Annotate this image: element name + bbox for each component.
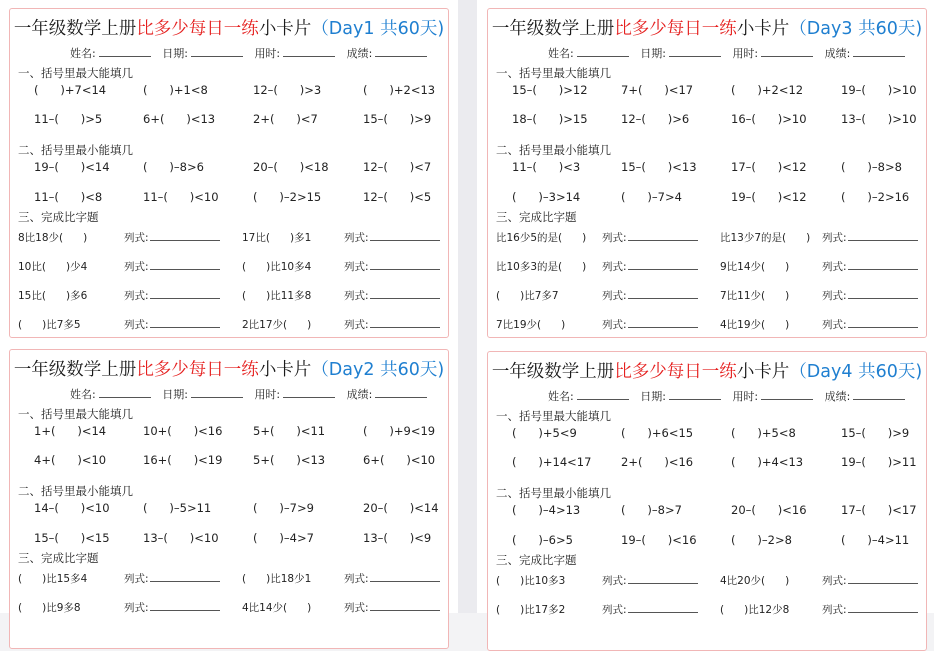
name-label: 姓名:: [70, 388, 96, 401]
date-label: 日期:: [640, 390, 666, 403]
worksheet-card-day2: [9, 349, 449, 649]
inequality-problem[interactable]: 11–( )<10: [143, 190, 219, 204]
section-min-fill-heading: 二、括号里最小能填几: [18, 484, 133, 498]
inequality-problem[interactable]: ( )–4>13: [512, 503, 581, 517]
inequality-problem[interactable]: ( )+7<14: [34, 83, 107, 97]
formula-blank[interactable]: [848, 259, 918, 270]
formula-blank[interactable]: [150, 288, 220, 299]
inequality-problem[interactable]: ( )+5<9: [512, 426, 577, 440]
word-problem-row: [18, 317, 448, 333]
score-label: 成绩:: [824, 390, 851, 403]
formula-blank[interactable]: [150, 600, 220, 611]
inequality-problem[interactable]: 12–( )<7: [363, 160, 432, 174]
inequality-problem[interactable]: ( )+9<19: [363, 424, 436, 438]
formula-blank[interactable]: [370, 317, 440, 328]
time-blank[interactable]: [283, 387, 335, 398]
section-comparison-heading: 三、完成比字题: [18, 551, 99, 565]
section-max-fill-heading: 一、括号里最大能填几: [18, 407, 133, 421]
word-problem[interactable]: ( )比15多4: [18, 573, 88, 585]
name-label: 姓名:: [548, 47, 574, 60]
time-field[interactable]: [254, 45, 335, 61]
inequality-problem[interactable]: ( )+5<8: [731, 426, 796, 440]
inequality-problem[interactable]: ( )–7>9: [253, 501, 314, 515]
inequality-problem[interactable]: ( )–5>11: [143, 501, 212, 515]
formula-blank[interactable]: [370, 288, 440, 299]
formula-label: 列式:: [344, 573, 369, 585]
inequality-problem[interactable]: 15–( )>12: [512, 83, 588, 97]
inequality-problem[interactable]: 18–( )>15: [512, 112, 588, 126]
inequality-problem[interactable]: ( )–3>14: [512, 190, 581, 204]
formula-label: 列式:: [822, 232, 847, 244]
formula-label: 列式:: [822, 604, 847, 616]
name-label: 姓名:: [548, 390, 574, 403]
inequality-problem[interactable]: 7+( )<17: [621, 83, 694, 97]
student-info-row: [548, 45, 913, 61]
time-blank[interactable]: [283, 46, 335, 57]
word-problem-row: [496, 602, 926, 618]
inequality-row: [34, 190, 448, 206]
title-day: （Day1 共60天): [311, 19, 445, 39]
word-problem[interactable]: 7比11少( ): [720, 290, 790, 302]
formula-label: 列式:: [822, 290, 847, 302]
date-blank[interactable]: [191, 46, 243, 57]
inequality-problem[interactable]: ( )–7>4: [621, 190, 682, 204]
formula-blank[interactable]: [848, 317, 918, 328]
worksheet-card-day4: [487, 351, 927, 651]
inequality-problem[interactable]: ( )+2<13: [363, 83, 436, 97]
formula-blank[interactable]: [848, 288, 918, 299]
word-problem[interactable]: ( )比7多7: [496, 290, 559, 302]
formula-blank[interactable]: [628, 288, 698, 299]
inequality-problem[interactable]: 11–( )<3: [512, 160, 581, 174]
formula-field[interactable]: [124, 259, 220, 274]
word-problem[interactable]: 7比19少( ): [496, 319, 566, 331]
word-problem[interactable]: ( )比12少8: [720, 604, 790, 616]
inequality-problem[interactable]: 15–( )<15: [34, 531, 110, 545]
formula-label: 列式:: [822, 261, 847, 273]
inequality-row: [512, 455, 926, 471]
score-blank[interactable]: [375, 387, 427, 398]
name-field[interactable]: [70, 386, 151, 402]
time-field[interactable]: [254, 386, 335, 402]
inequality-problem[interactable]: 20–( )<14: [363, 501, 439, 515]
score-field[interactable]: [825, 388, 906, 404]
inequality-problem[interactable]: 2+( )<7: [253, 112, 318, 126]
word-problem[interactable]: 比10多3的是( ): [496, 261, 587, 273]
inequality-problem[interactable]: ( )–4>11: [841, 533, 910, 547]
formula-label: 列式:: [822, 319, 847, 331]
time-label: 用时:: [732, 390, 759, 403]
inequality-problem[interactable]: 19–( )<12: [731, 190, 807, 204]
formula-blank[interactable]: [628, 317, 698, 328]
date-blank[interactable]: [191, 387, 243, 398]
inequality-problem[interactable]: 16+( )<19: [143, 453, 223, 467]
section-min-fill-heading: 二、括号里最小能填几: [18, 143, 133, 157]
word-problem[interactable]: 17比( )多1: [242, 232, 312, 244]
formula-label: 列式:: [602, 232, 627, 244]
inequality-problem[interactable]: 13–( )>10: [841, 112, 917, 126]
inequality-row: [512, 112, 926, 128]
date-field[interactable]: [162, 45, 243, 61]
score-blank[interactable]: [375, 46, 427, 57]
formula-field[interactable]: [344, 288, 440, 303]
inequality-problem[interactable]: 17–( )<12: [731, 160, 807, 174]
title-grade: 一年级数学上册: [491, 19, 615, 39]
inequality-problem[interactable]: 13–( )<9: [363, 531, 432, 545]
word-problem[interactable]: 2比17少( ): [242, 319, 312, 331]
inequality-problem[interactable]: 15–( )<13: [621, 160, 697, 174]
title-day: （Day2 共60天): [311, 360, 445, 380]
inequality-row: [512, 503, 926, 519]
formula-label: 列式:: [602, 604, 627, 616]
formula-label: 列式:: [344, 232, 369, 244]
card-title: [10, 356, 448, 381]
formula-label: 列式:: [124, 573, 149, 585]
word-problem[interactable]: ( )比11多8: [242, 290, 312, 302]
word-problem[interactable]: 比16少5的是( ): [496, 232, 587, 244]
word-problem[interactable]: 比13少7的是( ): [720, 232, 811, 244]
score-field[interactable]: [825, 45, 906, 61]
inequality-problem[interactable]: 12–( )<5: [363, 190, 432, 204]
word-problem[interactable]: ( )比9多8: [18, 602, 81, 614]
inequality-problem[interactable]: 15–( )>9: [841, 426, 910, 440]
inequality-problem[interactable]: 16–( )>10: [731, 112, 807, 126]
formula-field[interactable]: [124, 571, 220, 586]
inequality-row: [512, 190, 926, 206]
section-comparison-heading: 三、完成比字题: [496, 553, 577, 567]
score-field[interactable]: [347, 45, 428, 61]
section-max-fill-heading: 一、括号里最大能填几: [18, 66, 133, 80]
formula-label: 列式:: [344, 290, 369, 302]
inequality-problem[interactable]: 14–( )<10: [34, 501, 110, 515]
formula-label: 列式:: [124, 261, 149, 273]
student-info-row: [548, 388, 913, 404]
name-blank[interactable]: [577, 389, 629, 400]
formula-label: 列式:: [124, 290, 149, 302]
title-topic: 比多少每日一练: [614, 362, 737, 382]
title-day: （Day3 共60天): [789, 19, 923, 39]
formula-blank[interactable]: [628, 602, 698, 613]
formula-field[interactable]: [822, 573, 918, 588]
inequality-problem[interactable]: 6+( )<13: [143, 112, 216, 126]
word-problem-row: [18, 571, 448, 587]
word-problem[interactable]: 8比18少( ): [18, 232, 88, 244]
inequality-row: [34, 112, 448, 128]
formula-field[interactable]: [344, 259, 440, 274]
formula-field[interactable]: [124, 230, 220, 245]
title-card: 小卡片: [736, 19, 790, 39]
inequality-problem[interactable]: ( )+14<17: [512, 455, 592, 469]
score-label: 成绩:: [824, 47, 851, 60]
score-field[interactable]: [347, 386, 428, 402]
inequality-problem[interactable]: 5+( )<13: [253, 453, 326, 467]
formula-field[interactable]: [602, 288, 698, 303]
card-title: [488, 358, 926, 383]
name-field[interactable]: [70, 45, 151, 61]
name-blank[interactable]: [99, 46, 151, 57]
inequality-row: [512, 83, 926, 99]
inequality-problem[interactable]: 17–( )<17: [841, 503, 917, 517]
word-problem[interactable]: 4比19少( ): [720, 319, 790, 331]
inequality-problem[interactable]: 19–( )>11: [841, 455, 917, 469]
inequality-problem[interactable]: ( )–2>16: [841, 190, 910, 204]
inequality-problem[interactable]: 11–( )>5: [34, 112, 103, 126]
score-label: 成绩:: [346, 47, 373, 60]
name-blank[interactable]: [99, 387, 151, 398]
inequality-row: [34, 83, 448, 99]
date-label: 日期:: [162, 388, 188, 401]
inequality-problem[interactable]: ( )+4<13: [731, 455, 804, 469]
inequality-problem[interactable]: 15–( )>9: [363, 112, 432, 126]
title-topic: 比多少每日一练: [614, 19, 737, 39]
name-field[interactable]: [548, 388, 629, 404]
date-label: 日期:: [162, 47, 188, 60]
formula-blank[interactable]: [150, 230, 220, 241]
inequality-row: [512, 426, 926, 442]
inequality-problem[interactable]: 12–( )>6: [621, 112, 690, 126]
section-max-fill-heading: 一、括号里最大能填几: [496, 66, 611, 80]
title-card: 小卡片: [258, 360, 312, 380]
card-title: [10, 15, 448, 40]
inequality-problem[interactable]: 10+( )<16: [143, 424, 223, 438]
title-day: （Day4 共60天): [789, 362, 923, 382]
title-grade: 一年级数学上册: [13, 19, 137, 39]
inequality-problem[interactable]: ( )–2>8: [731, 533, 792, 547]
inequality-problem[interactable]: 4+( )<10: [34, 453, 107, 467]
date-field[interactable]: [162, 386, 243, 402]
card-title: [488, 15, 926, 40]
score-label: 成绩:: [346, 388, 373, 401]
formula-label: 列式:: [602, 319, 627, 331]
word-problem-row: [496, 573, 926, 589]
inequality-problem[interactable]: 11–( )<8: [34, 190, 103, 204]
inequality-problem[interactable]: ( )–8>8: [841, 160, 902, 174]
formula-field[interactable]: [602, 230, 698, 245]
word-problem[interactable]: 15比( )多6: [18, 290, 88, 302]
inequality-problem[interactable]: 6+( )<10: [363, 453, 436, 467]
inequality-row: [34, 160, 448, 176]
inequality-problem[interactable]: ( )–8>6: [143, 160, 204, 174]
word-problem[interactable]: ( )比7多5: [18, 319, 81, 331]
word-problem[interactable]: 10比( )少4: [18, 261, 88, 273]
formula-field[interactable]: [822, 288, 918, 303]
word-problem-row: [18, 600, 448, 616]
time-field[interactable]: [732, 45, 813, 61]
title-topic: 比多少每日一练: [136, 19, 259, 39]
inequality-problem[interactable]: 5+( )<11: [253, 424, 326, 438]
date-blank[interactable]: [669, 389, 721, 400]
inequality-problem[interactable]: 19–( )>10: [841, 83, 917, 97]
inequality-problem[interactable]: 12–( )>3: [253, 83, 322, 97]
formula-field[interactable]: [344, 317, 440, 332]
date-label: 日期:: [640, 47, 666, 60]
time-label: 用时:: [254, 47, 281, 60]
formula-field[interactable]: [602, 259, 698, 274]
formula-field[interactable]: [822, 230, 918, 245]
worksheet-card-day3: [487, 8, 927, 338]
formula-blank[interactable]: [628, 573, 698, 584]
formula-field[interactable]: [602, 317, 698, 332]
formula-field[interactable]: [602, 573, 698, 588]
student-info-row: [70, 45, 435, 61]
name-blank[interactable]: [577, 46, 629, 57]
title-card: 小卡片: [258, 19, 312, 39]
inequality-problem[interactable]: 1+( )<14: [34, 424, 107, 438]
inequality-row: [34, 501, 448, 517]
formula-blank[interactable]: [628, 259, 698, 270]
section-max-fill-heading: 一、括号里最大能填几: [496, 409, 611, 423]
formula-field[interactable]: [124, 288, 220, 303]
formula-label: 列式:: [602, 290, 627, 302]
inequality-row: [34, 424, 448, 440]
inequality-problem[interactable]: ( )+2<12: [731, 83, 804, 97]
section-comparison-heading: 三、完成比字题: [18, 210, 99, 224]
formula-field[interactable]: [344, 571, 440, 586]
inequality-row: [512, 160, 926, 176]
formula-blank[interactable]: [370, 230, 440, 241]
title-grade: 一年级数学上册: [13, 360, 137, 380]
title-card: 小卡片: [736, 362, 790, 382]
time-label: 用时:: [254, 388, 281, 401]
formula-blank[interactable]: [150, 571, 220, 582]
inequality-problem[interactable]: ( )+1<8: [143, 83, 208, 97]
date-field[interactable]: [640, 45, 721, 61]
section-comparison-heading: 三、完成比字题: [496, 210, 577, 224]
section-min-fill-heading: 二、括号里最小能填几: [496, 143, 611, 157]
inequality-problem[interactable]: ( )–4>7: [253, 531, 314, 545]
page-gutter: [458, 0, 477, 613]
word-problem-row: [496, 288, 926, 304]
section-min-fill-heading: 二、括号里最小能填几: [496, 486, 611, 500]
time-blank[interactable]: [761, 389, 813, 400]
formula-blank[interactable]: [848, 602, 918, 613]
formula-field[interactable]: [822, 602, 918, 617]
word-problem-row: [496, 230, 926, 246]
inequality-problem[interactable]: 20–( )<18: [253, 160, 329, 174]
formula-label: 列式:: [124, 602, 149, 614]
inequality-problem[interactable]: 2+( )<16: [621, 455, 694, 469]
formula-field[interactable]: [344, 230, 440, 245]
worksheet-card-day1: [9, 8, 449, 338]
formula-blank[interactable]: [370, 259, 440, 270]
word-problem[interactable]: 9比14少( ): [720, 261, 790, 273]
formula-label: 列式:: [602, 575, 627, 587]
formula-blank[interactable]: [150, 317, 220, 328]
score-blank[interactable]: [853, 389, 905, 400]
title-grade: 一年级数学上册: [491, 362, 615, 382]
inequality-problem[interactable]: ( )–2>15: [253, 190, 322, 204]
time-field[interactable]: [732, 388, 813, 404]
formula-blank[interactable]: [848, 230, 918, 241]
inequality-row: [34, 453, 448, 469]
formula-label: 列式:: [344, 602, 369, 614]
inequality-problem[interactable]: ( )+6<15: [621, 426, 694, 440]
name-label: 姓名:: [70, 47, 96, 60]
inequality-row: [512, 533, 926, 549]
inequality-problem[interactable]: ( )–8>7: [621, 503, 682, 517]
date-blank[interactable]: [669, 46, 721, 57]
time-blank[interactable]: [761, 46, 813, 57]
word-problem-row: [18, 259, 448, 275]
formula-field[interactable]: [822, 317, 918, 332]
formula-label: 列式:: [602, 261, 627, 273]
score-blank[interactable]: [853, 46, 905, 57]
formula-blank[interactable]: [370, 600, 440, 611]
date-field[interactable]: [640, 388, 721, 404]
word-problem[interactable]: 4比20少( ): [720, 575, 790, 587]
formula-label: 列式:: [822, 575, 847, 587]
inequality-problem[interactable]: 20–( )<16: [731, 503, 807, 517]
word-problem-row: [18, 230, 448, 246]
word-problem-row: [18, 288, 448, 304]
name-field[interactable]: [548, 45, 629, 61]
time-label: 用时:: [732, 47, 759, 60]
formula-blank[interactable]: [848, 573, 918, 584]
formula-label: 列式:: [344, 261, 369, 273]
word-problem[interactable]: ( )比10多3: [496, 575, 566, 587]
formula-label: 列式:: [124, 232, 149, 244]
student-info-row: [70, 386, 435, 402]
word-problem[interactable]: ( )比17多2: [496, 604, 566, 616]
inequality-row: [34, 531, 448, 547]
formula-blank[interactable]: [628, 230, 698, 241]
formula-label: 列式:: [124, 319, 149, 331]
word-problem[interactable]: ( )比10多4: [242, 261, 312, 273]
word-problem[interactable]: ( )比18少1: [242, 573, 312, 585]
word-problem-row: [496, 317, 926, 333]
formula-field[interactable]: [124, 317, 220, 332]
inequality-problem[interactable]: ( )–6>5: [512, 533, 573, 547]
formula-label: 列式:: [344, 319, 369, 331]
inequality-problem[interactable]: 19–( )<16: [621, 533, 697, 547]
inequality-problem[interactable]: 13–( )<10: [143, 531, 219, 545]
formula-blank[interactable]: [370, 571, 440, 582]
formula-field[interactable]: [822, 259, 918, 274]
formula-blank[interactable]: [150, 259, 220, 270]
inequality-problem[interactable]: 19–( )<14: [34, 160, 110, 174]
formula-field[interactable]: [602, 602, 698, 617]
word-problem[interactable]: 4比14少( ): [242, 602, 312, 614]
title-topic: 比多少每日一练: [136, 360, 259, 380]
word-problem-row: [496, 259, 926, 275]
